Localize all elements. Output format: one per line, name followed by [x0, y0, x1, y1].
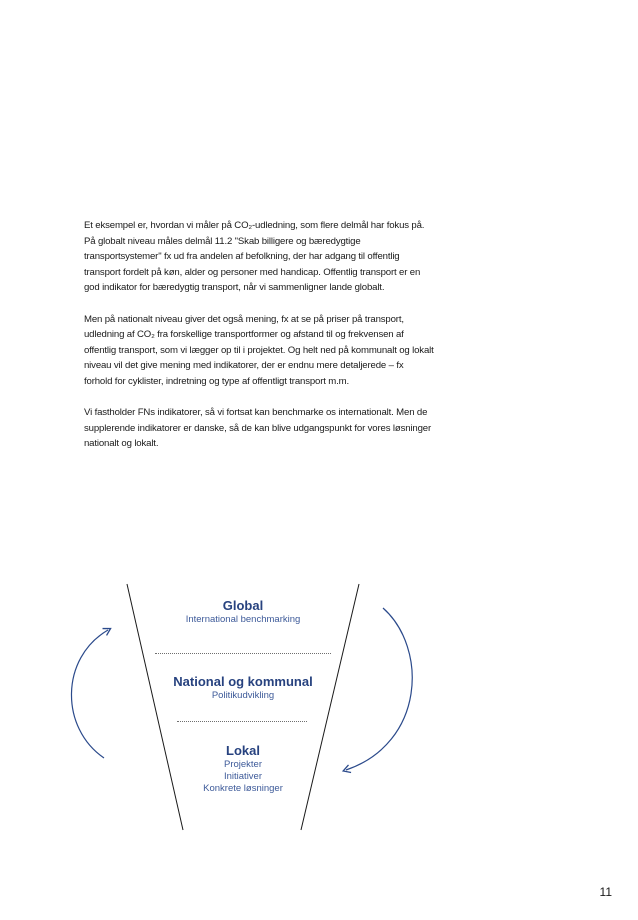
level-national: [133, 674, 353, 702]
level-national-line-1: Politikudvikling: [211, 690, 275, 701]
level-lokal: [153, 743, 333, 795]
arrow-up-left-curved-icon: [71, 630, 108, 758]
paragraph-3: Vi fastholder FNs indikatorer, så vi fortsat kan benchmarke os internationalt. Men de supplerende indikatorer er danske, så de kan blive udgangspunkt for vores løsninger nationalt og lokalt.: [84, 407, 431, 450]
arrow-down-right-curved-icon: [346, 608, 412, 770]
level-global: [143, 598, 343, 626]
paragraph-1: Et eksempel er, hvordan vi måler på CO₂-udledning, som flere delmål har fokus på. På globalt niveau måles delmål 11.2 "Skab billigere og bæredygtige transportsystemer" fx ud fra andelen af befolkning, der har adgang til offentlig transport fordelt på køn, alder og personer med handicap. Offentlig transport er en god indikator for bæredygtig transport, når vi sammenligner lande globalt.: [84, 220, 425, 294]
level-lokal-line-1: Projekter: [223, 759, 262, 770]
body-text: [84, 218, 434, 468]
page-number: 11: [599, 885, 612, 899]
level-lokal-line-3: Konkrete løsninger: [203, 783, 283, 794]
level-national-title: National og kommunal: [173, 674, 313, 689]
level-lokal-line-2: Initiativer: [223, 771, 262, 782]
level-lokal-title: Lokal: [226, 743, 260, 758]
divider-dotted-1: [155, 653, 331, 654]
divider-dotted-2: [177, 721, 307, 722]
level-global-title: Global: [222, 598, 264, 613]
paragraph-2: Men på nationalt niveau giver det også mening, fx at se på priser på transport, udledning af CO₂ fra forskellige transportformer og afstand til og frekvensen af offentlig transport, som vi lægger op til i projektet. Og helt ned på kommunalt og lokalt niveau vil det give mening med indikatorer, der er endnu mere detaljerede – fx forhold for cyklister, indretning og type af offentligt transport m.m.: [84, 313, 434, 387]
level-global-line-1: International benchmarking: [185, 614, 301, 625]
levels-diagram: [0, 578, 638, 838]
